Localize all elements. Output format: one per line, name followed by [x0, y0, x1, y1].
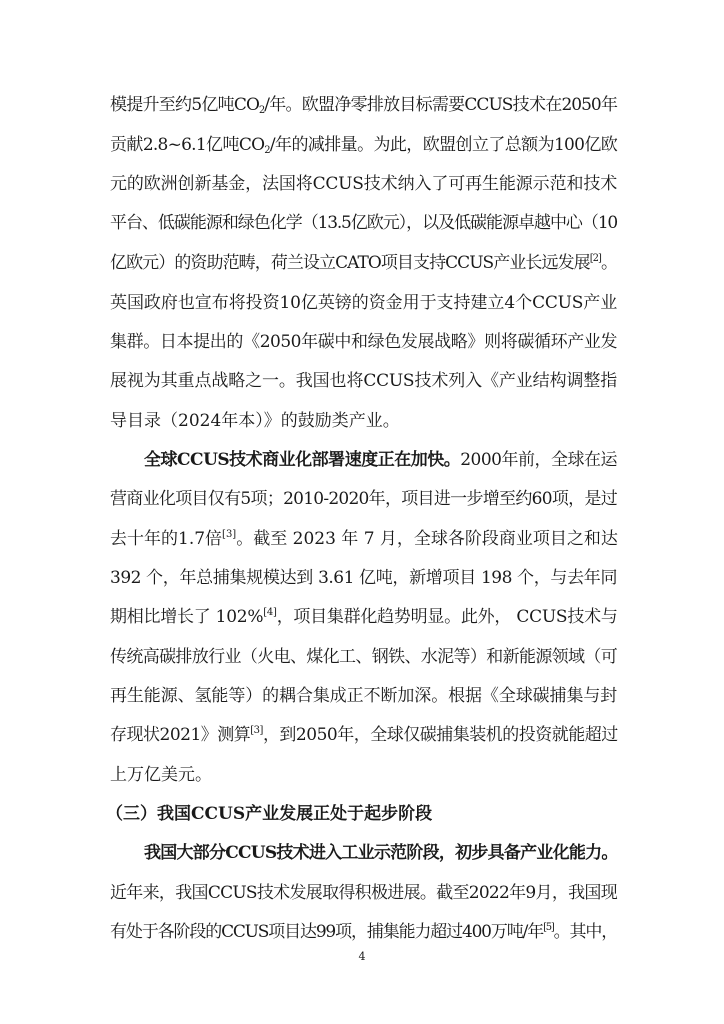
bold-text: 我国大部分CCUS技术进入工业示范阶段，初步具备产业化能力。	[144, 843, 618, 863]
text-line	[110, 94, 617, 116]
text-segment: 亿欧元）的资助范畴，荷兰设立CATO项目支持CCUS产业长远发展	[110, 253, 590, 273]
text-segment: 平台、低碳能源和绿色化学（13.5亿欧元），以及低碳能源卓越中心（10	[110, 213, 617, 233]
text-line	[110, 292, 617, 314]
text-line	[110, 567, 617, 589]
text-segment: /年的减排量。为此，欧盟创立了总额为100亿欧	[269, 135, 617, 155]
text-segment: 期相比增长了 102%	[110, 607, 264, 627]
text-line	[110, 528, 617, 550]
citation-ref: [3]	[222, 529, 237, 540]
text-line	[110, 921, 617, 943]
text-segment: ，项目集群化趋势明显。此外， CCUS技术与	[276, 607, 618, 627]
text-segment: 营商业化项目仅有5项；2010-2020年，项目进一步增至约60项，是过	[110, 489, 617, 509]
text-line	[110, 685, 617, 707]
text-segment: 有处于各阶段的CCUS项目达99项，捕集能力超过400万吨/年	[110, 922, 544, 942]
text-line	[144, 842, 617, 864]
bold-text: 全球CCUS技术商业化部署速度正在加快。	[144, 450, 461, 470]
text-line	[110, 606, 617, 628]
text-segment: 存现状2021》测算	[110, 725, 251, 745]
text-line	[110, 646, 617, 668]
text-segment: 模提升至约5亿吨CO	[110, 95, 259, 115]
citation-ref: [3]	[250, 725, 263, 736]
page-number: 4	[358, 950, 366, 963]
subscript: 2	[258, 105, 265, 116]
text-line	[110, 882, 617, 904]
text-line	[110, 370, 617, 392]
text-line	[110, 331, 617, 353]
text-line	[110, 410, 617, 432]
citation-ref: [2]	[589, 253, 601, 264]
text-line	[110, 212, 617, 234]
text-segment: 。其中，	[553, 922, 618, 942]
text-line	[110, 252, 617, 274]
bold-text: （三）我国CCUS产业发展正处于起步阶段	[106, 804, 433, 824]
section-heading	[106, 803, 613, 825]
text-segment: 传统高碳排放行业（火电、煤化工、钢铁、水泥等）和新能源领域（可	[110, 647, 617, 667]
text-segment: 上万亿美元。	[110, 765, 212, 785]
text-line	[144, 449, 617, 471]
text-segment: 元的欧洲创新基金，法国将CCUS技术纳入了可再生能源示范和技术	[110, 174, 617, 194]
text-segment: 近年来，我国CCUS技术发展取得积极进展。截至2022年9月，我国现	[110, 883, 617, 903]
text-line	[110, 764, 617, 786]
text-segment: 392 个，年总捕集规模达到 3.61 亿吨，新增项目 198 个，与去年同	[110, 568, 617, 588]
text-line	[110, 724, 617, 746]
citation-ref: [4]	[263, 607, 277, 618]
text-segment: 导目录（2024年本）》的鼓励类产业。	[110, 411, 400, 431]
text-segment: 再生能源、氢能等）的耦合集成正不断加深。根据《全球碳捕集与封	[110, 686, 617, 706]
text-line	[110, 173, 617, 195]
subscript: 2	[264, 145, 270, 156]
text-line	[110, 488, 617, 510]
text-segment: 集群。日本提出的《2050年碳中和绿色发展战略》则将碳循环产业发	[110, 332, 617, 352]
text-segment: /年。欧盟净零排放目标需要CCUS技术在2050年	[264, 95, 618, 115]
text-segment: 。	[600, 253, 618, 273]
text-segment: 2000年前，全球在运	[460, 450, 618, 470]
text-line	[110, 134, 617, 156]
text-segment: 贡献2.8~6.1亿吨CO	[110, 135, 265, 155]
citation-ref: [5]	[543, 922, 554, 933]
text-segment: 展视为其重点战略之一。我国也将CCUS技术列入《产业结构调整指	[110, 371, 617, 391]
text-segment: 英国政府也宣布将投资10亿英镑的资金用于支持建立4个CCUS产业	[110, 293, 617, 313]
text-segment: 去十年的1.7倍	[110, 529, 223, 549]
text-segment: ，到2050年，全球仅碳捕集装机的投资就能超过	[262, 725, 618, 745]
text-segment: 。截至 2023 年 7 月，全球各阶段商业项目之和达	[236, 529, 618, 549]
